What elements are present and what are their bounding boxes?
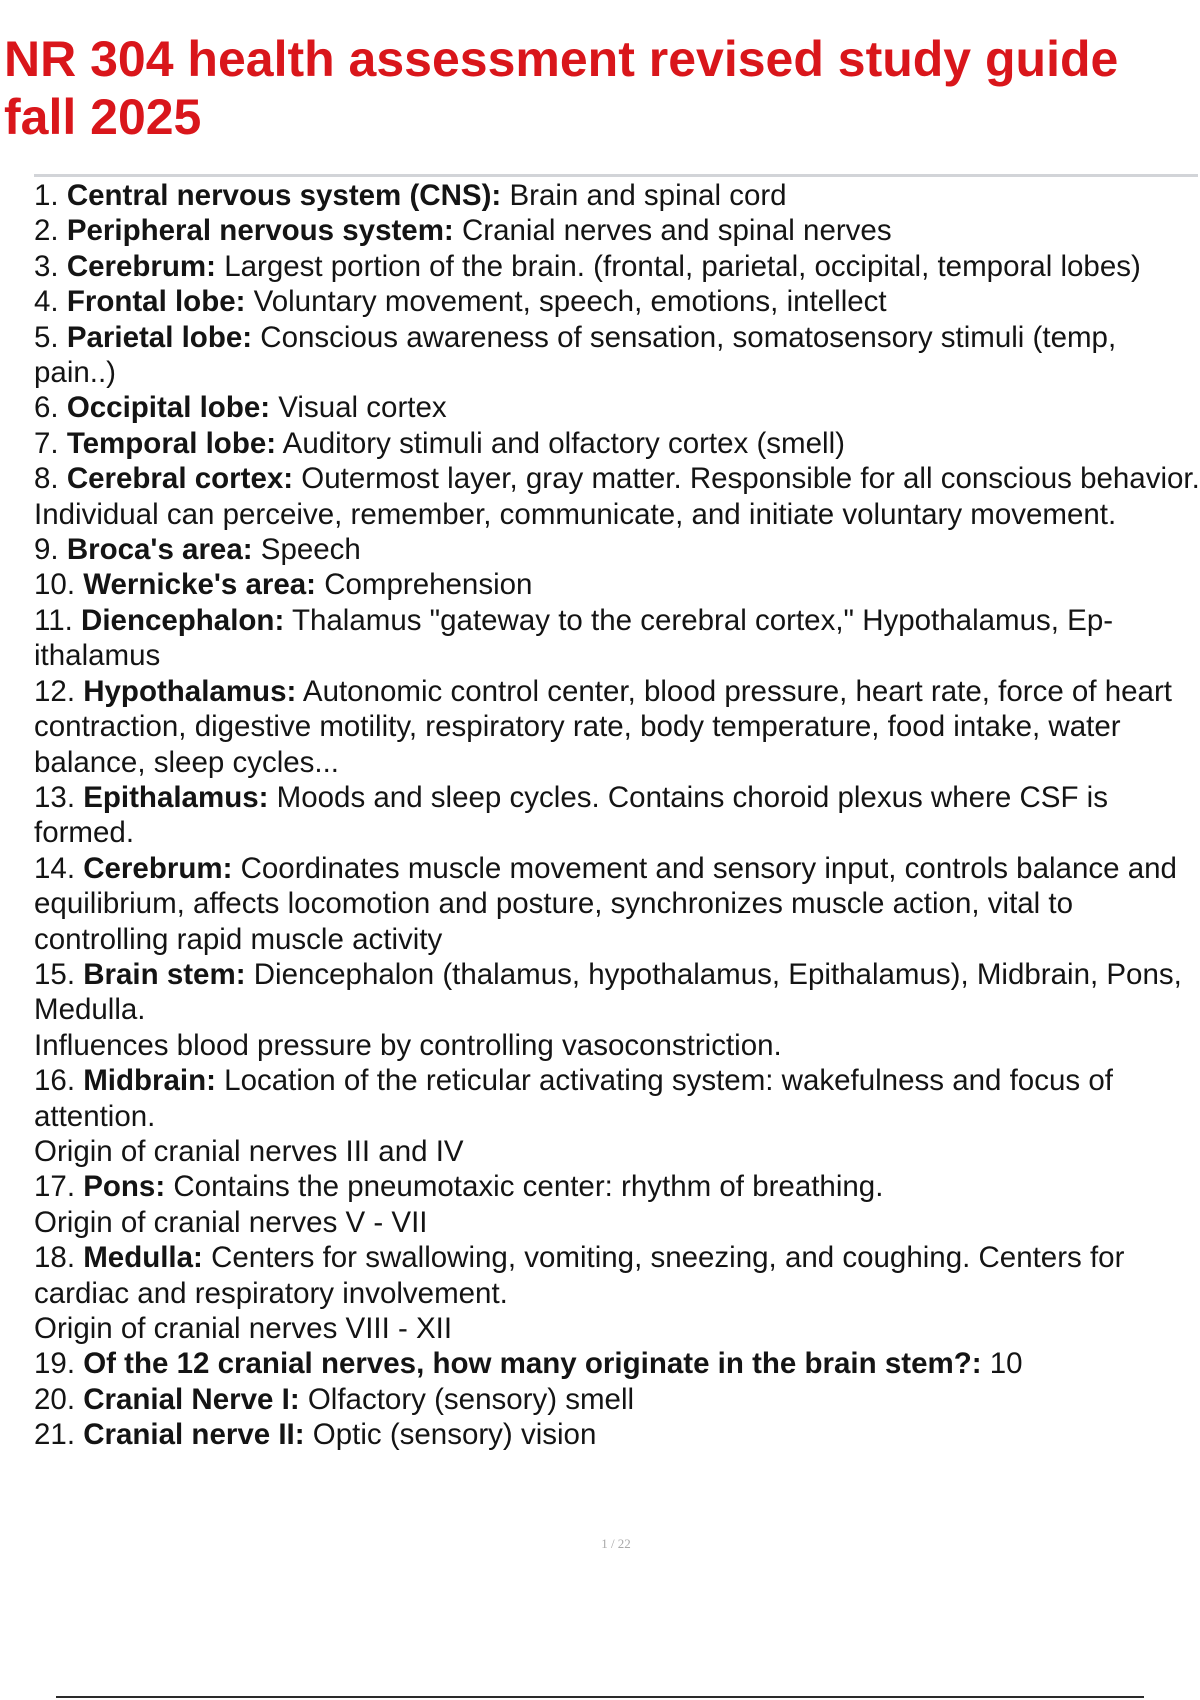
item-definition: Brain and spinal cord <box>509 179 787 212</box>
item-definition: Diencephalon (thalamus, hypothalamus, Epithalamus), Midbrain, Pons, Medulla. <box>34 957 1182 1027</box>
item-definition: Comprehension <box>324 568 533 602</box>
item-number: 1. <box>34 179 59 212</box>
page-bottom-divider <box>56 1696 1144 1698</box>
list-item <box>34 461 1200 532</box>
item-term: Medulla: <box>83 1241 203 1275</box>
item-term: Epithalamus: <box>83 780 269 814</box>
item-term: Cerebral cortex: <box>66 462 294 496</box>
item-definition: Thalamus "gateway to the cerebral cortex," Hypothalamus, Ep-ithalamus <box>34 603 1114 673</box>
list-item <box>34 1346 1200 1381</box>
item-number: 10. <box>34 568 76 602</box>
item-note: Origin of cranial nerves VIII - XII <box>34 1312 453 1345</box>
list-item <box>34 603 1200 674</box>
item-definition: 10 <box>989 1347 1023 1381</box>
item-term: Brain stem: <box>83 957 246 991</box>
item-number: 3. <box>34 249 59 283</box>
list-item <box>34 780 1200 851</box>
item-definition: Visual cortex <box>278 391 447 425</box>
list-item <box>34 426 1200 461</box>
item-number: 17. <box>34 1170 76 1204</box>
item-definition: Location of the reticular activating system: wakefulness and focus of attention. <box>34 1064 1113 1133</box>
item-definition: Largest portion of the brain. (frontal, parietal, occipital, temporal lobes) <box>224 249 1141 283</box>
item-number: 16. <box>34 1064 76 1098</box>
page-number: 1 / 22 <box>601 1536 631 1551</box>
item-definition: Voluntary movement, speech, emotions, intellect <box>253 285 887 319</box>
item-term: Wernicke's area: <box>83 568 316 602</box>
item-term: Peripheral nervous system: <box>66 214 454 248</box>
list-item <box>34 567 1200 602</box>
item-term: Temporal lobe: <box>66 426 277 460</box>
item-number: 6. <box>34 391 59 425</box>
item-number: 4. <box>34 285 59 319</box>
item-term: Cranial Nerve I: <box>83 1382 300 1416</box>
item-number: 12. <box>34 674 76 708</box>
item-number: 20. <box>34 1382 76 1416</box>
item-definition: Conscious awareness of sensation, somatosensory stimuli (temp, pain..) <box>34 320 1117 390</box>
list-item <box>34 1240 1200 1346</box>
item-definition: Cranial nerves and spinal nerves <box>461 214 892 248</box>
list-item <box>34 178 1200 213</box>
item-number: 7. <box>34 426 59 460</box>
list-item <box>34 213 1200 248</box>
list-item <box>34 532 1200 567</box>
item-term: Cerebrum: <box>83 851 233 885</box>
item-definition: Coordinates muscle movement and sensory input, controls balance and equilibrium, affects locomotion and posture, synchronizes muscle action, vital to controlling rapid muscle activity <box>34 851 1177 956</box>
list-item <box>34 284 1200 319</box>
item-number: 2. <box>34 214 59 248</box>
item-term: Parietal lobe: <box>66 320 253 354</box>
list-item <box>34 249 1200 284</box>
list-item <box>34 390 1200 425</box>
item-note: Influences blood pressure by controlling vasoconstriction. <box>34 1028 782 1062</box>
item-term: Cranial nerve II: <box>83 1418 305 1452</box>
item-definition: Auditory stimuli and olfactory cortex (smell) <box>282 426 845 460</box>
item-term: Midbrain: <box>83 1064 216 1098</box>
item-term: Central nervous system (CNS): <box>66 179 502 212</box>
item-number: 15. <box>34 957 76 991</box>
item-definition: Centers for swallowing, vomiting, sneezing, and coughing. Centers for cardiac and respiratory involvement. <box>34 1241 1125 1310</box>
list-item <box>34 674 1200 780</box>
list-item <box>34 957 1200 1063</box>
item-number: 14. <box>34 851 76 885</box>
list-item <box>34 320 1200 391</box>
item-term: Broca's area: <box>66 533 253 567</box>
item-number: 18. <box>34 1241 76 1275</box>
item-term: Frontal lobe: <box>66 285 246 319</box>
list-item <box>34 851 1200 957</box>
item-definition: Olfactory (sensory) smell <box>307 1382 635 1416</box>
item-note: Origin of cranial nerves III and IV <box>34 1134 464 1168</box>
item-term: Pons: <box>83 1170 166 1204</box>
item-term: Occipital lobe: <box>66 391 271 425</box>
item-number: 21. <box>34 1418 76 1452</box>
item-definition: Optic (sensory) vision <box>312 1418 597 1452</box>
item-number: 8. <box>34 462 59 496</box>
item-number: 9. <box>34 533 59 567</box>
list-item <box>34 1417 1200 1452</box>
item-definition: Autonomic control center, blood pressure, heart rate, force of heart contraction, digestive motility, respiratory rate, body temperature, food intake, water balance, sleep cycles... <box>34 674 1172 779</box>
item-definition: Contains the pneumotaxic center: rhythm of breathing. <box>173 1170 884 1204</box>
item-term: Of the 12 cranial nerves, how many originate in the brain stem?: <box>83 1347 982 1381</box>
list-item <box>34 1063 1200 1169</box>
item-number: 13. <box>34 780 76 814</box>
item-definition: Moods and sleep cycles. Contains choroid plexus where CSF is formed. <box>34 780 1108 850</box>
item-term: Diencephalon: <box>81 603 285 637</box>
list-item <box>34 1382 1200 1417</box>
list-item <box>34 1169 1200 1240</box>
item-term: Hypothalamus: <box>83 674 297 708</box>
item-number: 11. <box>34 603 73 637</box>
item-definition: Speech <box>260 533 361 567</box>
item-term: Cerebrum: <box>66 249 216 283</box>
item-number: 5. <box>34 320 59 354</box>
document-title: NR 304 health assessment revised study guide fall 2025 <box>4 31 1119 145</box>
study-guide-list <box>34 178 1200 1453</box>
title-divider <box>34 174 1198 177</box>
item-number: 19. <box>34 1347 76 1381</box>
item-note: Origin of cranial nerves V - VII <box>34 1205 428 1239</box>
item-definition: Outermost layer, gray matter. Responsible for all conscious behavior. Individual can perceive, remember, communicate, and initiate voluntary movement. <box>34 462 1200 531</box>
